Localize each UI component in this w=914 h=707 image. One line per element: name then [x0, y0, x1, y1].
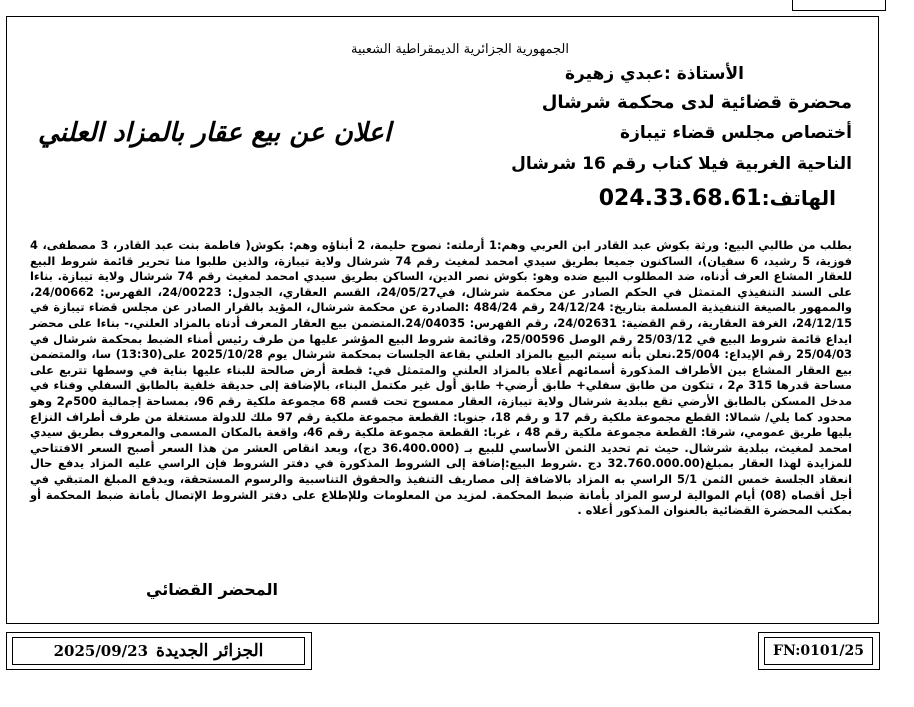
body-paragraph: بطلب من طالبي البيع: ورثة بكوش عبد القادر ابن العربي وهم:1 أرملته: نصوح حليمة، 2 أبناؤه وهم: بكوش( فاطمة بنت عبد القادر، 3 مصطفى، 4 فوزية، 5 رشيد، 6 سفيان)، الساكنون جميعا بطريق سيدي امحمد لمغيث رقم 74 شرشال ولاية تيبازة، والذين طلبوا منا تحرير قائمة شروط البيع للعقار المشاع العرف أدناه، ضد المطلوب البيع ضده وهو: بكوش نصر الدين، الساكن بطريق سيدي امحمد لمغيث رقم 74 شرشال ولاية تيبازة. بناءا على السند التنفيذي المتمثل في الحكم الصادر عن محكمة شرشال، في24/05/27، القسم العقاري، الجدول: 24/00223، الفهرس: 24/00662، والممهور بالصيغة التنفيذية المسلمة بتاريخ: 24/12/24 رقم 484/24 :الصادرة عن محكمة شرشال، المؤيد بالقرار الصادر عن مجلس قضاء تيبازة في 24/12/15، الغرفة العقارية، رقم القضية: 24/02631، رقم الفهرس: 24/04035.المتضمن بيع العقار المعرف أدناه بالمزاد العلني،- بناءا على محضر ايداع قائمة شروط البيع في 25/03/12 رقم الوصل 25/00596، وقائمة شروط البيع المؤشر عليها من طرف رئيس أمناء الضبط بمحكمة شرشال في 25/04/03 رقم الإيداع: 25/004.نعلن بأنه سيتم البيع بالمزاد العلني بقاعة الجلسات بمحكمة شرشال يوم 2025/10/28 على(13:30) سا، والمتضمن بيع العقار المشاع بين الأطراف المذكورة أسمائهم أعلاه بالمزاد العلني والمتمثل في: قطعة أرض صالحة للبناء عليها بناية في وسطها تتربع على مساحة قدرها 315 م2 ، تتكون من طابق سفلي+ طابق أرضي+ طابق أول غير مكتمل البناء، بالإضافة إلى حديقة خلفية بالطابق السفلي وفناء في مدخل المسكن بالطابق الأرضي تقع ببلدية شرشال ولاية تيبازة، العقار ممسوح تحت قسم 68 مجموعة ملكية رقم 96، بمساحة إجمالية 500م2 وهو محدود كما يلي/ شمالا: القطع مجموعة ملكية رقم 17 و رقم 18، جنوبا: القطعة مجموعة ملكية رقم 97 ملك للدولة مستغلة من طرف أطراف النزاع يليها طريق عمومي، شرقا: القطعة مجموعة ملكية رقم 48 ، غربا: القطعة مجموعة ملكية رقم 46، واقعة بالمكان المسمى والمعروف بطريق سيدي امحمد لمغيث، ببلدية شرشال. حيث تم تحديد الثمن الأساسي للبيع بـ (36.400.000 دج)، وبعد انقاص العشر من هذا السعر أصبح السعر الافتتاحي للمزايدة لهذا العقار بمبلغ(32.760.000.00 دج .شروط البيع:إضافة إلى الشروط المذكورة في دفتر الشروط فإن الراسي عليه المزاد يدفع حال انعقاد الجلسة خمس الثمن 5/1 الراسي به المزاد بالاضافة إلى مصاريف التنفيذ والحقوق التناسبية والرسوم المستحقة، ويدفع المبلغ المتبقي في أجل أقصاه (08) أيام الموالية لرسو المزاد بأمانة ضبط المحكمة. لمزيد من المعلومات وللإطلاع على دفتر الشروط الإتصال بأمانة ضبط المحكمة أو بمكتب المحضرة القضائية بالعنوان المذكور أعلاه . — [30, 238, 853, 518]
signature: المحضر القضائي — [146, 580, 279, 599]
phone-label: الهاتف: — [761, 186, 836, 210]
top-tab-box — [792, 0, 886, 11]
phone-line — [599, 186, 836, 211]
republic-heading: الجمهورية الجزائرية الديمقراطية الشعبية — [351, 42, 569, 57]
reference-number: FN:0101/25 — [773, 643, 864, 659]
publication-date: 2025/09/23 — [53, 642, 149, 660]
lawyer-name: الأستاذة :عبدي زهيرة — [565, 64, 744, 84]
announcement-body — [30, 238, 852, 519]
newspaper-name: الجزائر الجديدة — [156, 641, 264, 661]
office-title: محضرة قضائية لدى محكمة شرشال — [541, 92, 852, 113]
address-prefix: الناحية الغربية فيلا كناب رقم — [611, 154, 852, 174]
address-line — [511, 154, 852, 174]
phone-number: 024.33.68.61 — [598, 186, 762, 211]
address-number: 16 — [582, 154, 606, 174]
newspaper-box — [12, 637, 305, 665]
address-suffix: شرشال — [511, 154, 577, 174]
jurisdiction-line: أختصاص مجلس قضاء تيبازة — [620, 123, 852, 143]
reference-box — [764, 637, 873, 665]
announcement-title: اعلان عن بيع عقار بالمزاد العلني — [38, 118, 392, 148]
